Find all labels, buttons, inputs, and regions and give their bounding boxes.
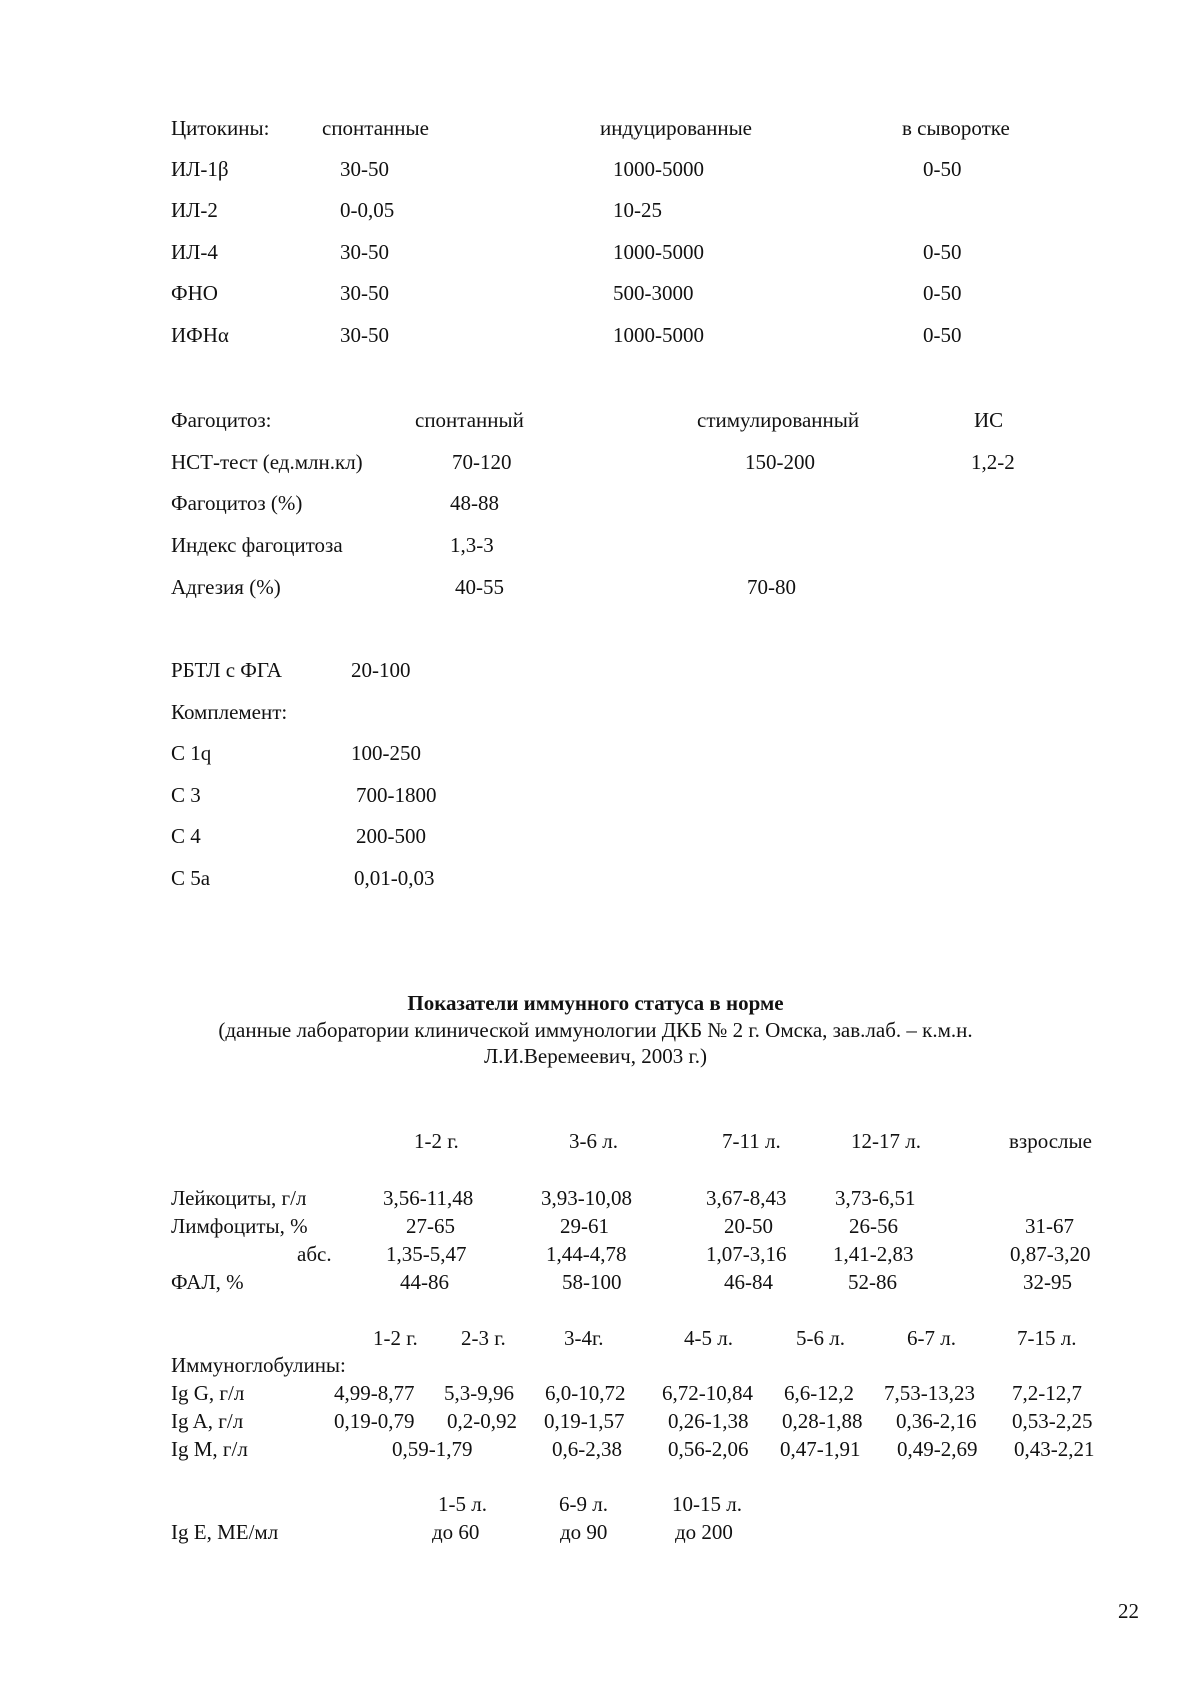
cell-value: 10-25 [613, 198, 662, 222]
page-number: 22 [1118, 1599, 1139, 1623]
age-header: 1-2 г. [414, 1129, 459, 1153]
row-label: Лейкоциты, г/л [171, 1186, 307, 1210]
cell-value: 0,43-2,21 [1014, 1437, 1095, 1461]
cell-value: 32-95 [1023, 1270, 1072, 1294]
row-label: Лимфоциты, % [171, 1214, 308, 1238]
cell-value: 0,01-0,03 [354, 866, 435, 890]
row-label: С 5а [171, 866, 211, 890]
cell-value: 1,44-4,78 [546, 1242, 627, 1266]
col-spontaneous: спонтанный [415, 408, 524, 432]
cell-value: 500-3000 [613, 281, 694, 305]
row-label: абс. [297, 1242, 332, 1266]
age-header: 2-3 г. [461, 1326, 506, 1350]
cell-value: 1,3-3 [450, 533, 494, 557]
cell-value: 30-50 [340, 157, 389, 181]
section-subtitle-line2: Л.И.Веремеевич, 2003 г.) [484, 1044, 707, 1068]
cell-value: 0,87-3,20 [1010, 1242, 1091, 1266]
cell-value: до 60 [432, 1520, 480, 1544]
cell-value: 0-50 [923, 157, 962, 181]
row-label: ИФНα [171, 323, 229, 347]
cell-value: 0,59-1,79 [392, 1437, 473, 1461]
cell-value: 0,56-2,06 [668, 1437, 749, 1461]
cell-value: 40-55 [455, 575, 504, 599]
rbtl-label: РБТЛ с ФГА [171, 658, 282, 682]
row-label: Индекс фагоцитоза [171, 533, 343, 557]
cell-value: 0-50 [923, 240, 962, 264]
age-header: 6-9 л. [559, 1492, 608, 1516]
cell-value: 0,19-0,79 [334, 1409, 415, 1433]
section-subtitle-line1: (данные лаборатории клинической иммунологии ДКБ № 2 г. Омска, зав.лаб. – к.м.н. [218, 1018, 973, 1042]
cell-value: 6,6-12,2 [784, 1381, 854, 1405]
row-label: Ig G, г/л [171, 1381, 245, 1405]
row-label: С 1q [171, 741, 212, 765]
age-header: 6-7 л. [907, 1326, 956, 1350]
cell-value: 6,72-10,84 [662, 1381, 753, 1405]
cell-value: 0,36-2,16 [896, 1409, 977, 1433]
row-label: ИЛ-1β [171, 157, 229, 181]
cell-value: 1,35-5,47 [386, 1242, 467, 1266]
cell-value: 30-50 [340, 323, 389, 347]
complement-heading: Комплемент: [171, 700, 288, 724]
age-header: 4-5 л. [684, 1326, 733, 1350]
cell-value: 150-200 [745, 450, 815, 474]
phagocytosis-heading: Фагоцитоз: [171, 408, 272, 432]
row-label: Ig E, МЕ/мл [171, 1520, 279, 1544]
cell-value: 0,2-0,92 [447, 1409, 517, 1433]
cell-value: 0,26-1,38 [668, 1409, 749, 1433]
row-label: С 3 [171, 783, 201, 807]
cell-value: 1000-5000 [613, 157, 704, 181]
col-stimulated: стимулированный [697, 408, 860, 432]
age-header: 7-11 л. [722, 1129, 781, 1153]
age-header: 10-15 л. [672, 1492, 742, 1516]
row-label: Фагоцитоз (%) [171, 491, 303, 515]
cell-value: 30-50 [340, 281, 389, 305]
cell-value: 6,0-10,72 [545, 1381, 626, 1405]
cell-value: 0,28-1,88 [782, 1409, 863, 1433]
row-label: С 4 [171, 824, 201, 848]
age-header: 3-6 л. [569, 1129, 618, 1153]
cell-value: 3,93-10,08 [541, 1186, 632, 1210]
cell-value: 27-65 [406, 1214, 455, 1238]
rbtl-value: 20-100 [351, 658, 411, 682]
row-label: Адгезия (%) [171, 575, 281, 599]
cell-value: 7,53-13,23 [884, 1381, 975, 1405]
cell-value: 48-88 [450, 491, 499, 515]
cell-value: 3,73-6,51 [835, 1186, 916, 1210]
cell-value: до 90 [560, 1520, 608, 1544]
cell-value: 26-56 [849, 1214, 898, 1238]
cell-value: 700-1800 [356, 783, 437, 807]
age-header: 7-15 л. [1017, 1326, 1077, 1350]
row-label: ФНО [171, 281, 218, 305]
age-header: 1-2 г. [373, 1326, 418, 1350]
cell-value: 0,53-2,25 [1012, 1409, 1093, 1433]
cell-value: 58-100 [562, 1270, 622, 1294]
row-label: ФАЛ, % [171, 1270, 244, 1294]
cell-value: 1,41-2,83 [833, 1242, 914, 1266]
cell-value: 70-80 [747, 575, 796, 599]
cell-value: 30-50 [340, 240, 389, 264]
col-is: ИС [974, 408, 1004, 432]
cell-value: 5,3-9,96 [444, 1381, 514, 1405]
age-header: 5-6 л. [796, 1326, 845, 1350]
cell-value: 0,49-2,69 [897, 1437, 978, 1461]
cell-value: 52-86 [848, 1270, 897, 1294]
row-label: Ig A, г/л [171, 1409, 244, 1433]
cell-value: 20-50 [724, 1214, 773, 1238]
cell-value: 44-86 [400, 1270, 449, 1294]
cell-value: 200-500 [356, 824, 426, 848]
row-label: ИЛ-2 [171, 198, 218, 222]
col-serum: в сыворотке [902, 116, 1010, 140]
cell-value: 4,99-8,77 [334, 1381, 415, 1405]
section-title: Показатели иммунного статуса в норме [407, 991, 784, 1015]
age-header: 1-5 л. [438, 1492, 487, 1516]
cell-value: 3,56-11,48 [383, 1186, 474, 1210]
cell-value: 7,2-12,7 [1012, 1381, 1082, 1405]
cell-value: 1000-5000 [613, 323, 704, 347]
cell-value: 31-67 [1025, 1214, 1074, 1238]
cell-value: 1,07-3,16 [706, 1242, 787, 1266]
cell-value: 1,2-2 [971, 450, 1015, 474]
col-induced: индуцированные [600, 116, 753, 140]
cell-value: 46-84 [724, 1270, 773, 1294]
row-label: Ig M, г/л [171, 1437, 248, 1461]
cell-value: 1000-5000 [613, 240, 704, 264]
cell-value: 0,6-2,38 [552, 1437, 622, 1461]
age-header: 12-17 л. [851, 1129, 921, 1153]
age-header: взрослые [1009, 1129, 1092, 1153]
col-spontaneous: спонтанные [322, 116, 429, 140]
age-header: 3-4г. [564, 1326, 604, 1350]
cell-value: 29-61 [560, 1214, 609, 1238]
row-label: НСТ-тест (ед.млн.кл) [171, 450, 363, 474]
cell-value: 100-250 [351, 741, 421, 765]
immunoglobulins-heading: Иммуноглобулины: [171, 1353, 346, 1377]
row-label: ИЛ-4 [171, 240, 218, 264]
cell-value: 0,19-1,57 [544, 1409, 625, 1433]
cytokines-heading: Цитокины: [171, 116, 270, 140]
cell-value: 0-0,05 [340, 198, 395, 222]
cell-value: 3,67-8,43 [706, 1186, 787, 1210]
cell-value: 0-50 [923, 323, 962, 347]
cell-value: до 200 [675, 1520, 733, 1544]
cell-value: 70-120 [452, 450, 512, 474]
cell-value: 0,47-1,91 [780, 1437, 861, 1461]
cell-value: 0-50 [923, 281, 962, 305]
